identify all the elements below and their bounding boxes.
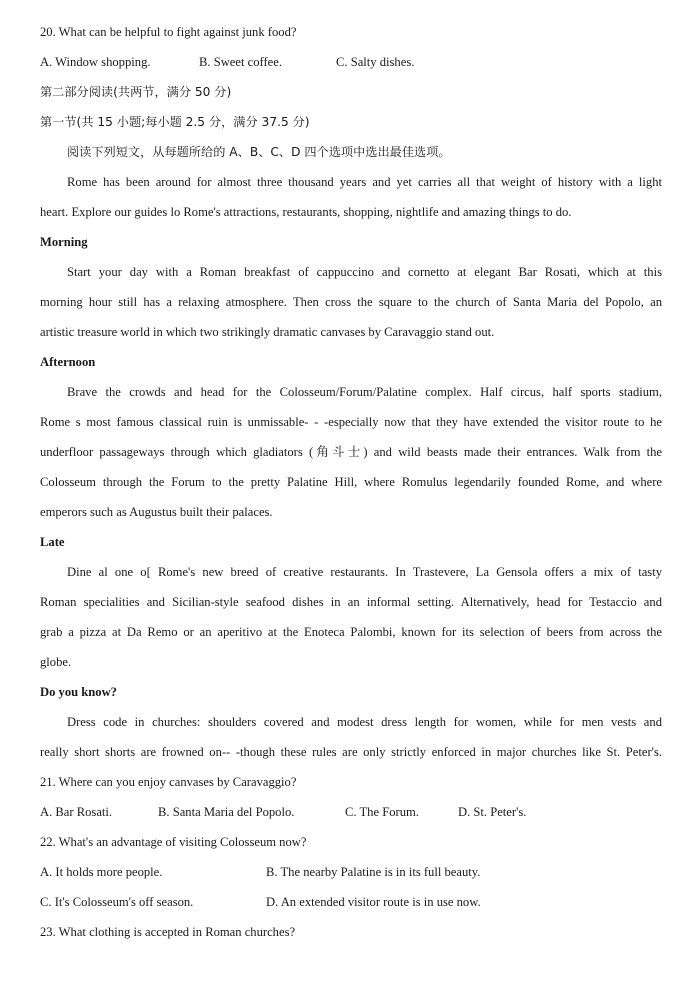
heading-afternoon: Afternoon bbox=[40, 355, 96, 369]
q20-option-a: A. Window shopping. bbox=[40, 55, 151, 69]
question-23: 23. What clothing is accepted in Roman churches? bbox=[40, 925, 296, 939]
q22-option-b: B. The nearby Palatine is in its full beauty. bbox=[266, 865, 481, 879]
know-line-2: really short shorts are frowned on-- -though these rules are only strictly enforced in major churches like St. Peter's. bbox=[40, 745, 662, 759]
late-line-3: grab a pizza at Da Remo or an aperitivo at the Enoteca Palombi, known for its selection of beers from across the bbox=[40, 625, 662, 639]
question-22: 22. What's an advantage of visiting Colosseum now? bbox=[40, 835, 307, 849]
afternoon-line-3: underfloor passageways through which gladiators (角斗士) and wild beasts made their entrances. Walk from the bbox=[40, 445, 662, 459]
q21-option-c: C. The Forum. bbox=[345, 805, 419, 819]
section-title: 第一节(共 15 小题;每小题 2.5 分，满分 37.5 分) bbox=[40, 115, 310, 129]
afternoon-line-1: Brave the crowds and head for the Colosseum/Forum/Palatine complex. Half circus, half sports stadium, bbox=[67, 385, 662, 399]
question-20-options bbox=[40, 47, 662, 77]
instruction: 阅读下列短文，从每题所给的 A、B、C、D 四个选项中选出最佳选项。 bbox=[67, 145, 451, 159]
morning-line-3: artistic treasure world in which two strikingly dramatic canvases by Caravaggio stand out. bbox=[40, 325, 495, 339]
afternoon-line-4: Colosseum through the Forum to the pretty Palatine Hill, where Romulus legendarily founded Rome, and where bbox=[40, 475, 662, 489]
heading-morning: Morning bbox=[40, 235, 88, 249]
question-22-options-row-2 bbox=[40, 887, 662, 917]
question-21: 21. Where can you enjoy canvases by Caravaggio? bbox=[40, 775, 297, 789]
intro-line-2: heart. Explore our guides lo Rome's attractions, restaurants, shopping, nightlife and amazing things to do. bbox=[40, 205, 572, 219]
heading-do-you-know: Do you know? bbox=[40, 685, 117, 699]
intro-line-1: Rome has been around for almost three thousand years and yet carries all that weight of history with a light bbox=[67, 175, 662, 189]
q21-option-a: A. Bar Rosati. bbox=[40, 805, 113, 819]
morning-line-1: Start your day with a Roman breakfast of cappuccino and cornetto at elegant Bar Rosati, which at this bbox=[67, 265, 662, 279]
heading-late: Late bbox=[40, 535, 65, 549]
morning-line-2: morning hour still has a relaxing atmosphere. Then cross the square to the church of Santa Maria del Popolo, an bbox=[40, 295, 662, 309]
late-line-1: Dine al one o[ Rome's new breed of creative restaurants. In Trastevere, La Gensola offers a mix of tasty bbox=[67, 565, 662, 579]
late-line-2: Roman specialities and Sicilian-style seafood dishes in an informal setting. Alternatively, head for Testaccio and bbox=[40, 595, 662, 609]
question-22-options-row-1 bbox=[40, 857, 662, 887]
q20-option-c: C. Salty dishes. bbox=[336, 55, 415, 69]
question-20: 20. What can be helpful to fight against junk food? bbox=[40, 25, 297, 39]
part-title: 第二部分阅读(共两节，满分 50 分) bbox=[40, 85, 232, 99]
q22-option-c: C. It's Colosseum's off season. bbox=[40, 895, 194, 909]
q22-option-a: A. It holds more people. bbox=[40, 865, 163, 879]
know-line-1: Dress code in churches: shoulders covered and modest dress length for women, while for men vests and bbox=[67, 715, 662, 729]
question-21-options bbox=[40, 797, 662, 827]
q21-option-d: D. St. Peter's. bbox=[458, 805, 527, 819]
q20-option-b: B. Sweet coffee. bbox=[199, 55, 282, 69]
q21-option-b: B. Santa Maria del Popolo. bbox=[158, 805, 295, 819]
q22-option-d: D. An extended visitor route is in use now. bbox=[266, 895, 481, 909]
afternoon-line-2: Rome s most famous classical ruin is unmissable- - -especially now that they have extended the visitor route to he bbox=[40, 415, 662, 429]
late-line-4: globe. bbox=[40, 655, 72, 669]
afternoon-line-5: emperors such as Augustus built their palaces. bbox=[40, 505, 273, 519]
